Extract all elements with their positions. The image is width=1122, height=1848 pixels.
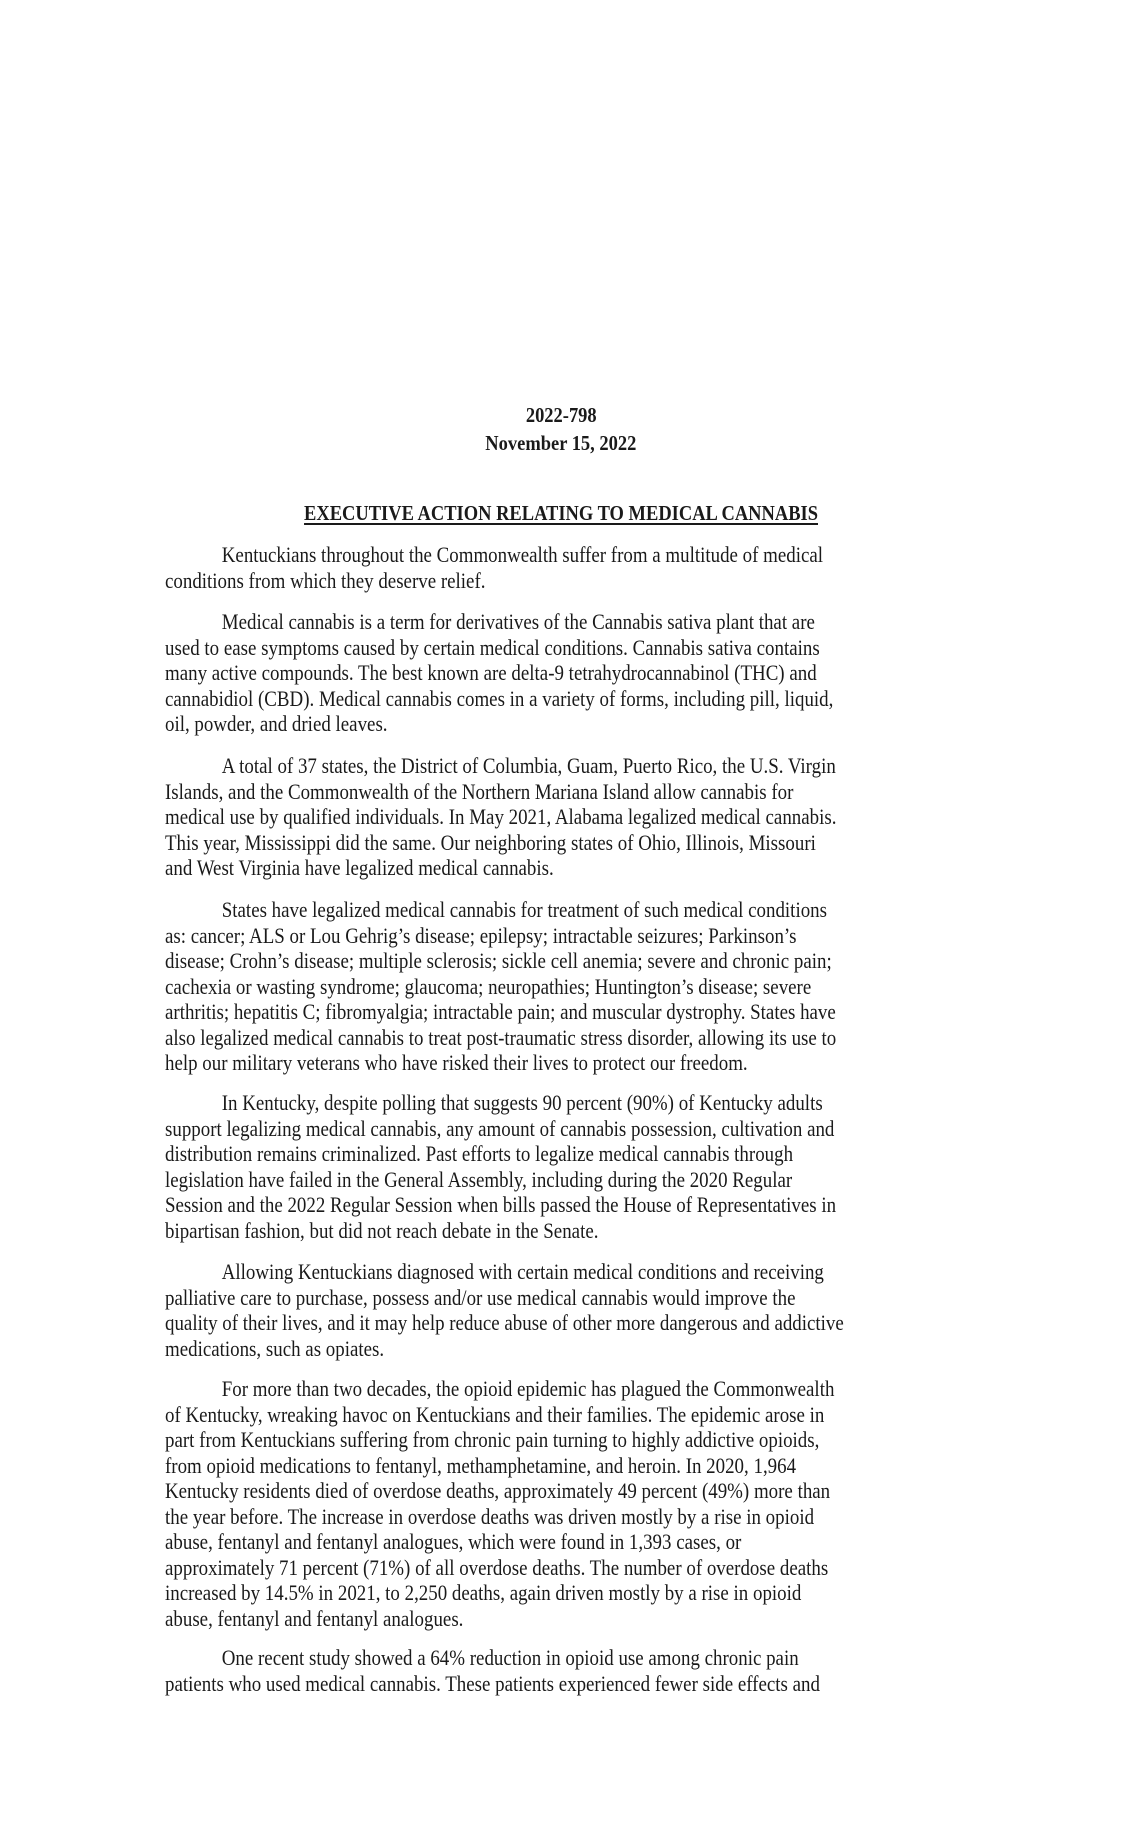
paragraph-line: used to ease symptoms caused by certain medical conditions. Cannabis sativa contains — [165, 634, 820, 660]
paragraph-line: abuse, fentanyl and fentanyl analogues. — [165, 1605, 464, 1631]
paragraph-line: oil, powder, and dried leaves. — [165, 711, 388, 736]
paragraph — [165, 542, 956, 593]
paragraph-line: In Kentucky, despite polling that suggests 90 percent (90%) of Kentucky adults — [221, 1090, 823, 1115]
paragraph — [165, 1645, 956, 1696]
paragraph-line: part from Kentuckians suffering from chronic pain turning to highly addictive opioids, — [165, 1427, 820, 1452]
paragraph — [165, 1376, 956, 1631]
order-number — [0, 402, 1122, 428]
paragraph-line: conditions from which they deserve relief. — [165, 567, 486, 593]
paragraph-line: A total of 37 states, the District of Columbia, Guam, Puerto Rico, the U.S. Virgin — [221, 753, 836, 778]
paragraph-line: Allowing Kentuckians diagnosed with certain medical conditions and receiving — [221, 1259, 824, 1284]
paragraph-line: help our military veterans who have risked their lives to protect our freedom. — [165, 1050, 748, 1075]
paragraph-line: as: cancer; ALS or Lou Gehrig’s disease; epilepsy; intractable seizures; Parkinson’s — [165, 922, 797, 948]
paragraph-line: This year, Mississippi did the same. Our neighboring states of Ohio, Illinois, Missouri — [165, 829, 816, 855]
order-number-text: 2022-798 — [525, 403, 597, 427]
order-date-text: November 15, 2022 — [485, 431, 637, 455]
paragraph-line: Medical cannabis is a term for derivatives of the Cannabis sativa plant that are — [221, 609, 815, 634]
paragraph — [165, 753, 956, 881]
order-date — [0, 430, 1122, 456]
paragraph-line: also legalized medical cannabis to treat post-traumatic stress disorder, allowing its use to — [165, 1024, 837, 1050]
paragraph-line: States have legalized medical cannabis for treatment of such medical conditions — [221, 897, 827, 922]
paragraph-line: disease; Crohn’s disease; multiple sclerosis; sickle cell anemia; severe and chronic pain; — [165, 948, 832, 973]
paragraph-line: and West Virginia have legalized medical cannabis. — [165, 855, 554, 880]
paragraph-line: bipartisan fashion, but did not reach debate in the Senate. — [165, 1217, 599, 1243]
paragraph-line: distribution remains criminalized. Past efforts to legalize medical cannabis through — [165, 1141, 794, 1166]
paragraph-line: cachexia or wasting syndrome; glaucoma; neuropathies; Huntington’s disease; severe — [165, 973, 812, 999]
paragraph-line: One recent study showed a 64% reduction in opioid use among chronic pain — [221, 1645, 799, 1670]
paragraph-line: the year before. The increase in overdose deaths was driven mostly by a rise in opioid — [165, 1503, 815, 1529]
paragraph-line: support legalizing medical cannabis, any amount of cannabis possession, cultivation and — [165, 1115, 835, 1141]
paragraph-line: Islands, and the Commonwealth of the Northern Mariana Island allow cannabis for — [165, 778, 794, 804]
document-title-text: EXECUTIVE ACTION RELATING TO MEDICAL CANNABIS — [304, 501, 818, 525]
paragraph — [165, 897, 956, 1076]
paragraph — [165, 609, 956, 737]
paragraph-line: legislation have failed in the General Assembly, including during the 2020 Regular — [165, 1166, 793, 1192]
paragraph-line: many active compounds. The best known are delta-9 tetrahydrocannabinol (THC) and — [165, 660, 817, 685]
paragraph-line: increased by 14.5% in 2021, to 2,250 deaths, again driven mostly by a rise in opioid — [165, 1580, 802, 1605]
paragraph — [165, 1259, 956, 1361]
paragraph-line: Session and the 2022 Regular Session when bills passed the House of Representatives in — [165, 1192, 837, 1217]
paragraph-line: palliative care to purchase, possess and/or use medical cannabis would improve the — [165, 1284, 796, 1310]
paragraph — [165, 1090, 956, 1243]
document-title — [0, 500, 1122, 526]
paragraph-line: Kentuckians throughout the Commonwealth suffer from a multitude of medical — [221, 542, 824, 567]
paragraph-line: from opioid medications to fentanyl, methamphetamine, and heroin. In 2020, 1,964 — [165, 1452, 797, 1478]
paragraph-line: Kentucky residents died of overdose deaths, approximately 49 percent (49%) more than — [165, 1478, 831, 1503]
paragraph-line: cannabidiol (CBD). Medical cannabis comes in a variety of forms, including pill, liquid, — [165, 685, 834, 711]
paragraph-line: of Kentucky, wreaking havoc on Kentuckians and their families. The epidemic arose in — [165, 1401, 825, 1427]
paragraph-line: medications, such as opiates. — [165, 1335, 385, 1361]
paragraph-line: abuse, fentanyl and fentanyl analogues, which were found in 1,393 cases, or — [165, 1529, 742, 1554]
paragraph-line: patients who used medical cannabis. These patients experienced fewer side effects and — [165, 1670, 820, 1696]
paragraph-line: quality of their lives, and it may help reduce abuse of other more dangerous and addictive — [165, 1310, 844, 1335]
paragraph-line: arthritis; hepatitis C; fibromyalgia; intractable pain; and muscular dystrophy. States have — [165, 999, 836, 1024]
paragraph-line: approximately 71 percent (71%) of all overdose deaths. The number of overdose deaths — [165, 1554, 829, 1580]
paragraph-line: medical use by qualified individuals. In May 2021, Alabama legalized medical cannabis. — [165, 804, 837, 829]
paragraph-line: For more than two decades, the opioid epidemic has plagued the Commonwealth — [221, 1376, 835, 1401]
